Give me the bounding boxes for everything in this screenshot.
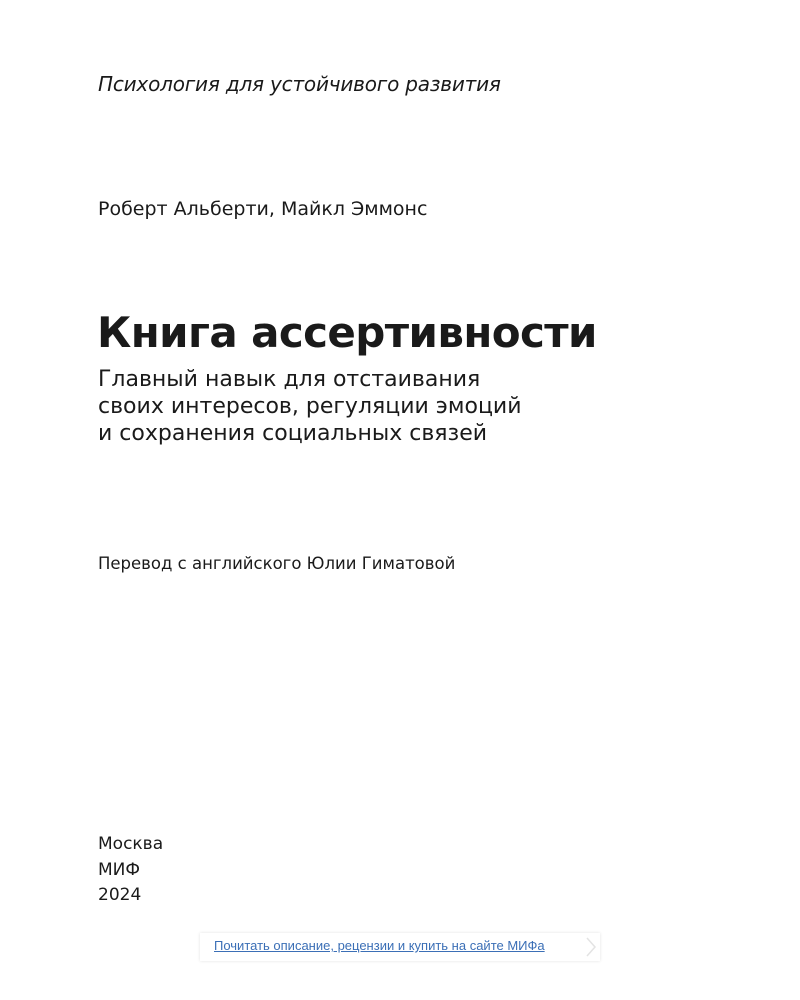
series-name: Психология для устойчивого развития bbox=[98, 72, 501, 96]
buy-link-banner[interactable] bbox=[200, 933, 600, 961]
subtitle-line: Главный навык для отстаивания bbox=[98, 367, 481, 392]
imprint bbox=[98, 832, 163, 909]
chevron-right-icon bbox=[584, 936, 598, 958]
subtitle-line: и сохранения социальных связей bbox=[98, 421, 488, 446]
translation-credit: Перевод с английского Юлии Гиматовой bbox=[98, 554, 456, 573]
subtitle-line: своих интересов, регуляции эмоций bbox=[98, 394, 522, 419]
imprint-year: 2024 bbox=[98, 885, 142, 905]
book-title: Книга ассертивности bbox=[97, 308, 597, 357]
buy-link[interactable]: Почитать описание, рецензии и купить на сайте МИФа bbox=[214, 938, 545, 953]
imprint-city: Москва bbox=[98, 834, 164, 854]
authors: Роберт Альберти, Майкл Эммонс bbox=[98, 198, 428, 220]
imprint-publisher: МИФ bbox=[98, 859, 141, 880]
book-subtitle bbox=[98, 366, 522, 447]
